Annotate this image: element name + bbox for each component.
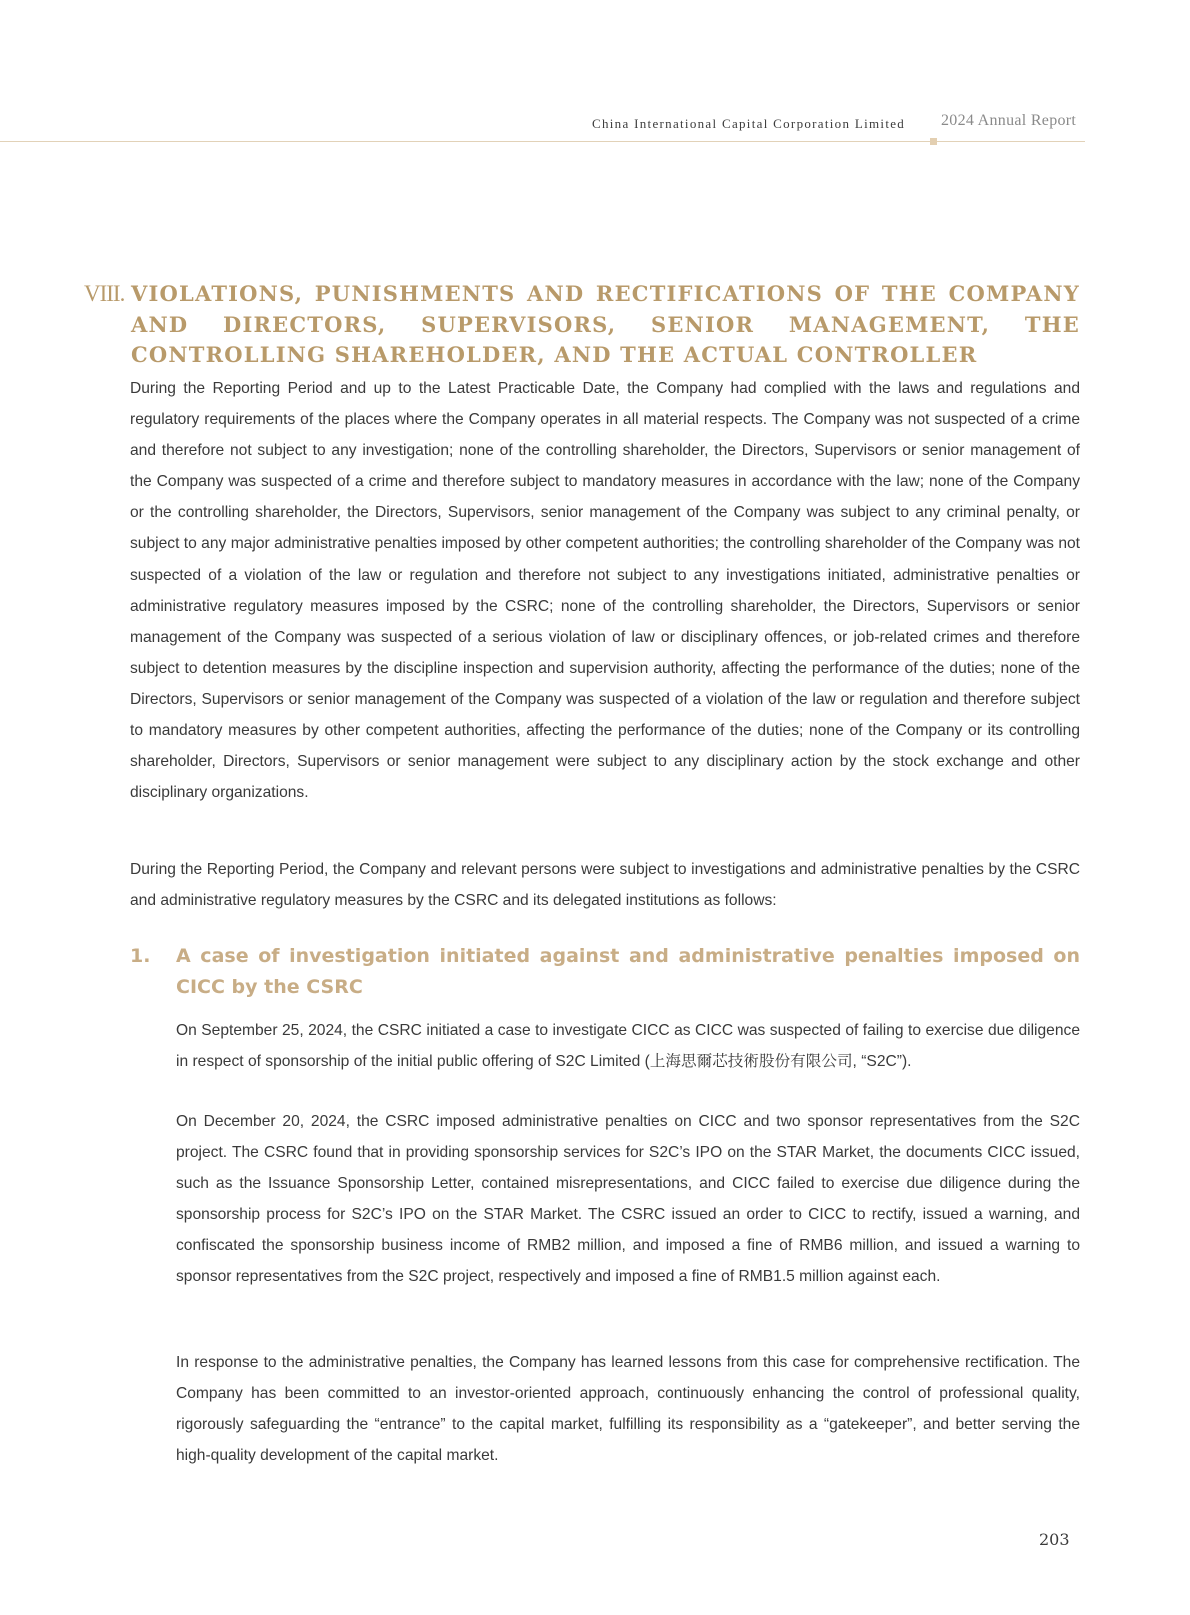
page-number: 203 — [1039, 1530, 1070, 1549]
section-paragraph: During the Reporting Period, the Company and relevant persons were subject to investigations and administrative penalties by the CSRC and administrative regulatory measures by the CSRC and its delegated institutions as follows: — [130, 861, 1080, 910]
section-heading — [84, 279, 1080, 371]
header-report-title: 2024 Annual Report — [941, 112, 1077, 129]
section-paragraph: During the Reporting Period and up to the Latest Practicable Date, the Company had complied with the laws and regulations and regulatory requirements of the places where the Company operates in all material respects. The Company was not suspected of a crime and therefore not subject to any investigation; none of the controlling shareholder, the Directors, Supervisors or senior management of the Company was suspected of a crime and therefore subject to mandatory measures in accordance with the law; none of the Company or the controlling shareholder, the Directors, Supervisors, senior management of the Company was subject to any criminal penalty, or subject to any major administrative penalties imposed by other competent authorities; the controlling shareholder of the Company was not suspected of a violation of the law or regulation and therefore not subject to any investigations initiated, administrative penalties or administrative regulatory measures imposed by the CSRC; none of the controlling shareholder, the Directors, Supervisors or senior management of the Company was suspected of a serious violation of law or disciplinary offences, or job-related crimes and therefore subject to detention measures by the discipline inspection and supervision authority, affecting the performance of the duties; none of the Directors, Supervisors or senior management of the Company was suspected of a violation of the law or regulation and therefore subject to mandatory measures by other competent authorities, affecting the performance of the duties; none of the Company or its controlling shareholder, Directors, Supervisors or senior management were subject to any disciplinary action by the stock exchange and other disciplinary organizations. — [130, 380, 1080, 802]
header-square-marker-icon — [930, 138, 937, 145]
header-company-name: China International Capital Corporation Limited — [592, 116, 906, 131]
subsection-paragraph: On September 25, 2024, the CSRC initiated a case to investigate CICC as CICC was suspected of failing to exercise due diligence in respect of sponsorship of the initial public offering of S2C Limited (上海思爾芯技術股份有限公司, “S2C”). — [176, 1022, 1080, 1071]
section-title: VIOLATIONS, PUNISHMENTS AND RECTIFICATIONS OF THE COMPANY AND DIRECTORS, SUPERVISORS, SENIOR MANAGEMENT, THE CONTROLLING SHAREHOLDER, AND THE ACTUAL CONTROLLER — [131, 281, 1080, 367]
section-number: VIII. — [84, 281, 125, 306]
header-divider — [0, 141, 1085, 142]
subsection-title: A case of investigation initiated against and administrative penalties imposed on CICC by the CSRC — [176, 945, 1080, 998]
subsection-heading — [130, 941, 1080, 1003]
subsection-paragraph: On December 20, 2024, the CSRC imposed administrative penalties on CICC and two sponsor representatives from the S2C project. The CSRC found that in providing sponsorship services for S2C’s IPO on the STAR Market, the documents CICC issued, such as the Issuance Sponsorship Letter, contained misrepresentations, and CICC failed to exercise due diligence during the sponsorship process for S2C’s IPO on the STAR Market. The CSRC issued an order to CICC to rectify, issued a warning, and confiscated the sponsorship business income of RMB2 million, and imposed a fine of RMB6 million, and issued a warning to sponsor representatives from the S2C project, respectively and imposed a fine of RMB1.5 million against each. — [176, 1113, 1080, 1286]
subsection-paragraph: In response to the administrative penalties, the Company has learned lessons from this case for comprehensive rectification. The Company has been committed to an investor-oriented approach, continuously enhancing the control of professional quality, rigorously safeguarding the “entrance” to the capital market, fulfilling its responsibility as a “gatekeeper”, and better serving the high-quality development of the capital market. — [176, 1354, 1080, 1465]
subsection-number: 1. — [130, 945, 151, 967]
